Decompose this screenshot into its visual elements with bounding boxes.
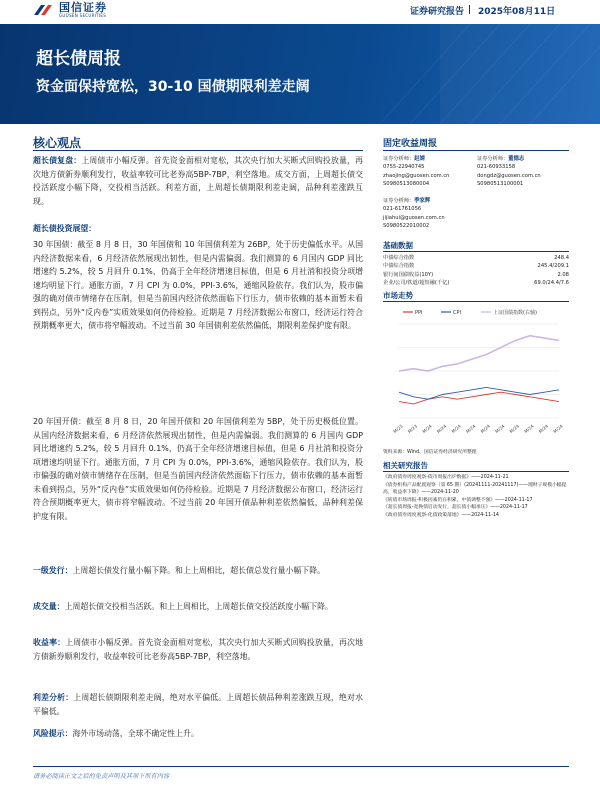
x-tick-label: M/24 [553,424,565,435]
related-list [383,474,569,520]
related-link[interactable]: 《超长债周报-宽换债启动发行，超长债小幅承压》——2024-11-17 [383,505,528,511]
chart-source: 资料来源：Wind、国信证券经济研究所整理 [383,450,477,455]
market-trend-chart [383,306,569,446]
analyst-email[interactable]: dongdz@guosen.com.cn [477,172,541,179]
banner-pattern-icon [0,24,600,124]
top-bar [0,0,600,22]
logo-mark-icon [32,3,54,17]
analyst-phone: 0755-22940745 [383,164,425,171]
spread-text: 上周超长债期限利差走阔，绝对水平偏低。上周超长债品种利差涨跌互现，绝对水平偏低。 [33,693,363,716]
basic-data-title [383,240,569,251]
header-divider [469,5,470,14]
x-tick-label: M/24 [480,424,492,435]
page-title: 超长债周报 [36,49,121,69]
volume-text: 上周超长债交投相当活跃。和上上周相比，上周超长债交投活跃度小幅下降。 [64,602,333,611]
core-divider [33,150,363,151]
table-row [383,279,569,287]
yield-label: 收益率： [33,638,66,647]
table-row [383,262,569,270]
yield-paragraph [33,636,363,663]
report-series-label: 固定收益周报 [383,139,438,149]
analyst-role: 证券分析师： [383,156,415,162]
analyst-license: S0980522010002 [383,222,430,229]
related-link[interactable]: 《转债市场周报-积极因素仍在积累，中债调整不强》——2024-11-17 [383,497,533,503]
core-heading: 核心观点 [33,136,82,150]
table-row [383,271,569,279]
analyst-email[interactable]: jijiahui@guosen.com.cn [383,214,445,221]
review-paragraph [33,154,363,208]
analyst-role: 证券分析师： [383,198,415,204]
risk-text: 海外市场动荡，全球不确定性上升。 [72,729,199,738]
x-tick-label: M/24 [494,424,507,435]
related-link[interactable]: 《政府债券周度观察-化债政策落地》——2024-11-14 [383,512,499,518]
x-tick-label: M/24 [465,424,478,435]
issue-paragraph [33,564,363,578]
related-divider [383,471,569,472]
chart-lines [399,336,559,404]
outlook-20y-paragraph: 20 年国开债：截至 8 月 8 日，20 年国开债和 20 年国债利差为 5BP，处于历史极低位置。从国内经济数据来看，6 月经济依然展现出韧性，但是内需偏弱。我们测算的 6 月国内 GDP 同比增速约 5.2%，较 5 月回升 0.1%，仍高于全年经济增速目标值，但是 6 月社消和投资分项增速均明显下行。通胀方面，7 月 CPI 为 0.0%，PPI-3.6%，通缩风险依存。我们认为，股市偏强的确对债市情绪存在压制，但是当前国内经济依然面临下行压力，债市依赖的基本面暂未看到拐点，另外“反内卷”实质效果如何仍待检验。近期是 7 月经济数据公布窗口，经济运行符合预期概率更大，债市将窄幅波动。不过当前 20 年国开债品种利差依然偏低，品种利差保护度有限。 [33,417,363,521]
company-logo [32,0,107,20]
spread-label: 利差分析： [33,693,74,702]
analyst-phone: 021-60933158 [477,164,516,171]
row-value: 248.4 [554,255,569,261]
disclaimer-link[interactable]: 请务必阅读正文之后的免责声明及其项下所有内容 [33,773,170,780]
logo-cn-text: 国信证券 [59,1,107,14]
chart-legend [403,309,537,316]
market-trend-title [383,290,569,301]
analyst-email[interactable]: zhaojing@guosen.com.cn [383,172,450,179]
issue-label: 一级发行： [33,566,73,575]
report-series-title [383,136,569,149]
table-row [383,254,569,262]
risk-label: 风险提示： [33,729,73,738]
analyst-card [383,197,483,230]
x-tick-label: M/24 [422,424,434,435]
chart-ticks [392,423,564,435]
outlook-30y-paragraph: 30 年国债：截至 8 月 8 日，30 年国债和 10 年国债利差为 26BP，处于历史偏低水平。从国内经济数据来看，6 月经济依然展现出韧性，但是内需偏弱。我们测算的 6 月国内 GDP 同比增速约 5.2%，较 5 月回升 0.1%，仍高于全年经济增速目标值，但是 6 月社消和投资分项增速均明显下行。通胀方面，7 月 CPI 为 0.0%，PPI-3.6%，通缩风险依存。我们认为，股市偏强的确对债市情绪存在压制，但是当前国内经济依然面临下行压力，债市依赖的基本面暂未看到拐点，另外“反内卷”实质效果如何仍待检验。近期是 7 月经济数据公布窗口，经济运行符合预期概率更大，债市将窄幅波动。不过当前 30 年国债利差依然偏低，期限利差保护度有限。 [33,240,363,330]
row-value: 2.08 [557,271,569,278]
market-trend-divider [383,301,569,302]
related-link[interactable]: 《政府债券周度观察-债市周报出炉数据》——2024-11-21 [383,475,509,480]
sidebar-divider [383,150,569,151]
row-value: 69.0/24.4/7.6 [534,279,569,286]
analyst-name: 董德志 [508,156,525,162]
row-label: 银行间国债收益(10Y) [383,271,434,278]
report-type: 证券研究报告 [410,7,465,17]
chart-grid [399,324,559,418]
volume-label: 成交量： [33,602,65,611]
x-tick-label: M/24 [523,424,536,435]
legend-label: 上证国债指数(右轴) [493,310,537,316]
logo-en-text: GUOSEN SECURITIES [59,13,107,18]
footer-divider [33,766,569,767]
analyst-card [477,155,569,188]
basic-data-divider [383,251,569,252]
x-tick-label: M/23 [407,424,419,435]
review-text: 上周债市小幅反弹。首先资金面相对宽松，其次央行加大买断式回购投放量，再次地方债新券顺利发行，收益率较可比老券高5BP-7BP，利空落地。成交方面，上周超长债交投活跃度小幅下降，交投相当活跃。利差方面，上周超长债期限利差走阔，品种利差涨跌互现。 [33,156,363,206]
analyst-name: 季家辉 [414,198,431,204]
risk-paragraph [33,727,363,741]
spread-paragraph [33,691,363,718]
analyst-license: S0980513080004 [383,180,430,187]
analyst-name: 赵婧 [414,156,425,162]
yield-text: 上周债市小幅反弹。首先资金面相对宽松，其次央行加大买断式回购投放量，再次地方债新券顺利发行，收益率较可比老券高5BP-7BP，利空落地。 [33,638,363,661]
x-tick-label: M/24 [509,424,521,435]
legend-label: PPI [415,310,423,316]
issue-text: 上周超长债发行量小幅下降。和上上周相比，超长债总发行量小幅下降。 [72,566,325,575]
title-banner [0,24,600,124]
outlook-label: 超长债投资展望： [33,224,97,233]
x-tick-label: M/24 [436,424,448,435]
analyst-license: S0980513100001 [477,180,524,187]
basic-data-label: 基础数据 [383,241,413,250]
basic-data-table [383,254,569,287]
x-tick-label: M/23 [393,424,405,435]
row-value: 245.4/209.1 [537,263,569,270]
row-label: 企业/公司/铁道/超短融(千亿) [383,279,450,286]
analyst-role: 证券分析师： [477,156,509,162]
legend-label: CPI [453,310,461,316]
related-label: 相关研究报告 [383,461,428,470]
analyst-phone: 021-61761056 [383,206,422,213]
related-title [383,460,569,471]
volume-paragraph [33,600,363,614]
analyst-card [383,155,475,188]
market-trend-label: 市场走势 [383,291,413,300]
row-label: 中债综合指数 [383,263,415,270]
report-date: 2025年08月11日 [478,7,556,17]
x-tick-label: M/24 [538,424,550,435]
related-link[interactable]: 《债券机构产品配置观察（第 65 期）(20241111-20241117)——理财子规模小幅提高，收益率下降》——2024-11-20 [383,482,567,496]
x-tick-label: M/24 [451,424,463,435]
page-subtitle: 资金面保持宽松，30-10 国债期限利差走阔 [36,79,310,95]
series-line [399,336,559,371]
review-label: 超长债复盘： [33,156,82,165]
row-label: 中债综合指数 [383,255,415,261]
